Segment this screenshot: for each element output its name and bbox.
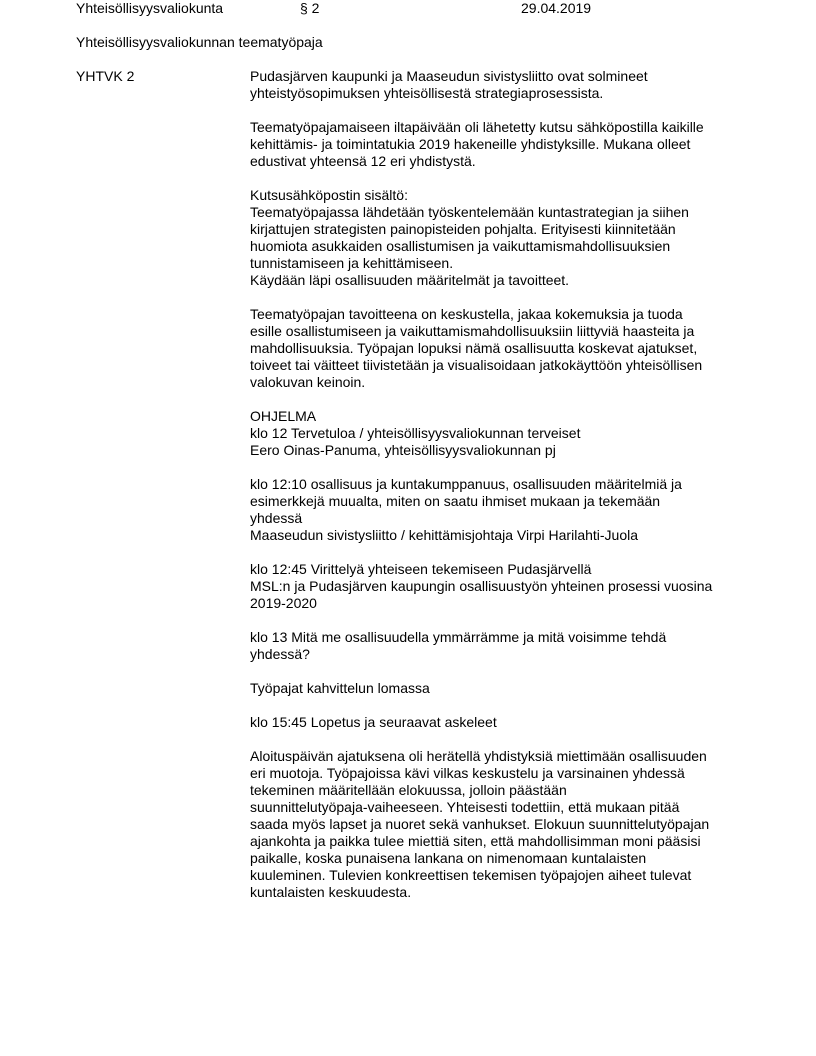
- paragraph-line: kirjattujen strategisten painopisteiden pohjalta. Erityisesti kiinnitetään: [250, 221, 676, 237]
- paragraph: [250, 306, 750, 391]
- paragraph: [250, 187, 750, 289]
- paragraph-line: Käydään läpi osallisuuden määritelmät ja tavoitteet.: [250, 272, 570, 288]
- paragraph-line: klo 12:45 Virittelyä yhteiseen tekemiseen Pudasjärvellä: [250, 561, 592, 577]
- case-id: YHTVK 2: [76, 68, 135, 84]
- header-date: 29.04.2019: [521, 0, 592, 16]
- paragraph-line: valokuvan keinoin.: [250, 374, 366, 390]
- paragraph-line: ajankohta ja paikka tulee miettiä siten, että mahdollisimman moni pääsisi: [250, 833, 701, 849]
- paragraph-line: yhteistyösopimuksen yhteisöllisestä strategiaprosessista.: [250, 85, 604, 101]
- paragraph-line: Teematyöpajan tavoitteena on keskustella, jakaa kokemuksia ja tuoda: [250, 306, 683, 322]
- paragraph: [250, 629, 750, 663]
- paragraph: [250, 476, 750, 544]
- paragraph: [250, 68, 750, 102]
- paragraph-line: tunnistamiseen ja kehittämiseen.: [250, 255, 454, 271]
- paragraph-line: Aloituspäivän ajatuksena oli herätellä yhdistyksiä miettimään osallisuuden: [250, 748, 707, 764]
- paragraph-line: klo 13 Mitä me osallisuudella ymmärrämme ja mitä voisimme tehdä: [250, 629, 667, 645]
- paragraph-line: Teematyöpajassa lähdetään työskentelemään kuntastrategian ja siihen: [250, 204, 689, 220]
- paragraph-line: kuntalaisten keskuudesta.: [250, 884, 412, 900]
- paragraph-line: kehittämis- ja toimintatukia 2019 hakeneille yhdistyksille. Mukana olleet: [250, 136, 691, 152]
- paragraph-line: paikalle, koska punaisena lankana on nimenomaan kuntalaisten: [250, 850, 647, 866]
- paragraph-line: mahdollisuuksia. Työpajan lopuksi nämä osallisuutta koskevat ajatukset,: [250, 340, 698, 356]
- paragraph: [250, 748, 750, 901]
- paragraph-line: MSL:n ja Pudasjärven kaupungin osallisuustyön yhteinen prosessi vuosina: [250, 578, 713, 594]
- paragraph-line: Työpajat kahvittelun lomassa: [250, 680, 430, 696]
- paragraph-line: klo 15:45 Lopetus ja seuraavat askeleet: [250, 714, 497, 730]
- paragraph-line: kuuleminen. Tulevien konkreettisen tekemisen työpajojen aiheet tulevat: [250, 867, 692, 883]
- header-committee: Yhteisöllisyysvaliokunta: [76, 0, 224, 16]
- paragraph-line: saada myös lapset ja nuoret sekä vanhukset. Elokuun suunnittelutyöpajan: [250, 816, 710, 832]
- paragraph-line: klo 12 Tervetuloa / yhteisöllisyysvaliokunnan terveiset: [250, 425, 581, 441]
- paragraph-line: suunnittelutyöpaja-vaiheeseen. Yhteisesti todettiin, että mukaan pitää: [250, 799, 680, 815]
- paragraph-line: klo 12:10 osallisuus ja kuntakumppanuus, osallisuuden määritelmiä ja: [250, 476, 682, 492]
- paragraph-line: Eero Oinas-Panuma, yhteisöllisyysvaliokunnan pj: [250, 442, 556, 458]
- paragraph-line: tekeminen määritellään elokuussa, jolloin päästään: [250, 782, 567, 798]
- paragraph-line: Teematyöpajamaiseen iltapäivään oli lähetetty kutsu sähköpostilla kaikille: [250, 119, 704, 135]
- paragraph-line: esille osallistumiseen ja vaikuttamismahdollisuuksiin liittyviä haasteita ja: [250, 323, 695, 339]
- paragraph-line: Maaseudun sivistysliitto / kehittämisjohtaja Virpi Harilahti-Juola: [250, 527, 639, 543]
- document-title: Yhteisöllisyysvaliokunnan teematyöpaja: [76, 34, 323, 50]
- document-body: [250, 68, 750, 918]
- paragraph-line: yhdessä?: [250, 646, 310, 662]
- paragraph-line: 2019-2020: [250, 595, 317, 611]
- paragraph-line: OHJELMA: [250, 408, 317, 424]
- paragraph-line: huomiota asukkaiden osallistumisen ja vaikuttamismahdollisuuksien: [250, 238, 671, 254]
- paragraph-line: eri muotoja. Työpajoissa kävi vilkas keskustelu ja varsinainen yhdessä: [250, 765, 685, 781]
- header-section-number: § 2: [300, 0, 320, 16]
- paragraph-line: esimerkkejä muualta, miten on saatu ihmiset mukaan ja tekemään: [250, 493, 661, 509]
- paragraph: [250, 561, 750, 612]
- paragraph-line: yhdessä: [250, 510, 303, 526]
- paragraph-line: toiveet tai väitteet tiivistetään ja visualisoidaan jatkokäyttöön yhteisöllisen: [250, 357, 703, 373]
- paragraph: [250, 119, 750, 170]
- paragraph-line: Kutsusähköpostin sisältö:: [250, 187, 408, 203]
- paragraph: [250, 408, 750, 459]
- paragraph-line: edustivat yhteensä 12 eri yhdistystä.: [250, 153, 476, 169]
- paragraph: [250, 714, 750, 731]
- paragraph: [250, 680, 750, 697]
- paragraph-line: Pudasjärven kaupunki ja Maaseudun sivistysliitto ovat solmineet: [250, 68, 648, 84]
